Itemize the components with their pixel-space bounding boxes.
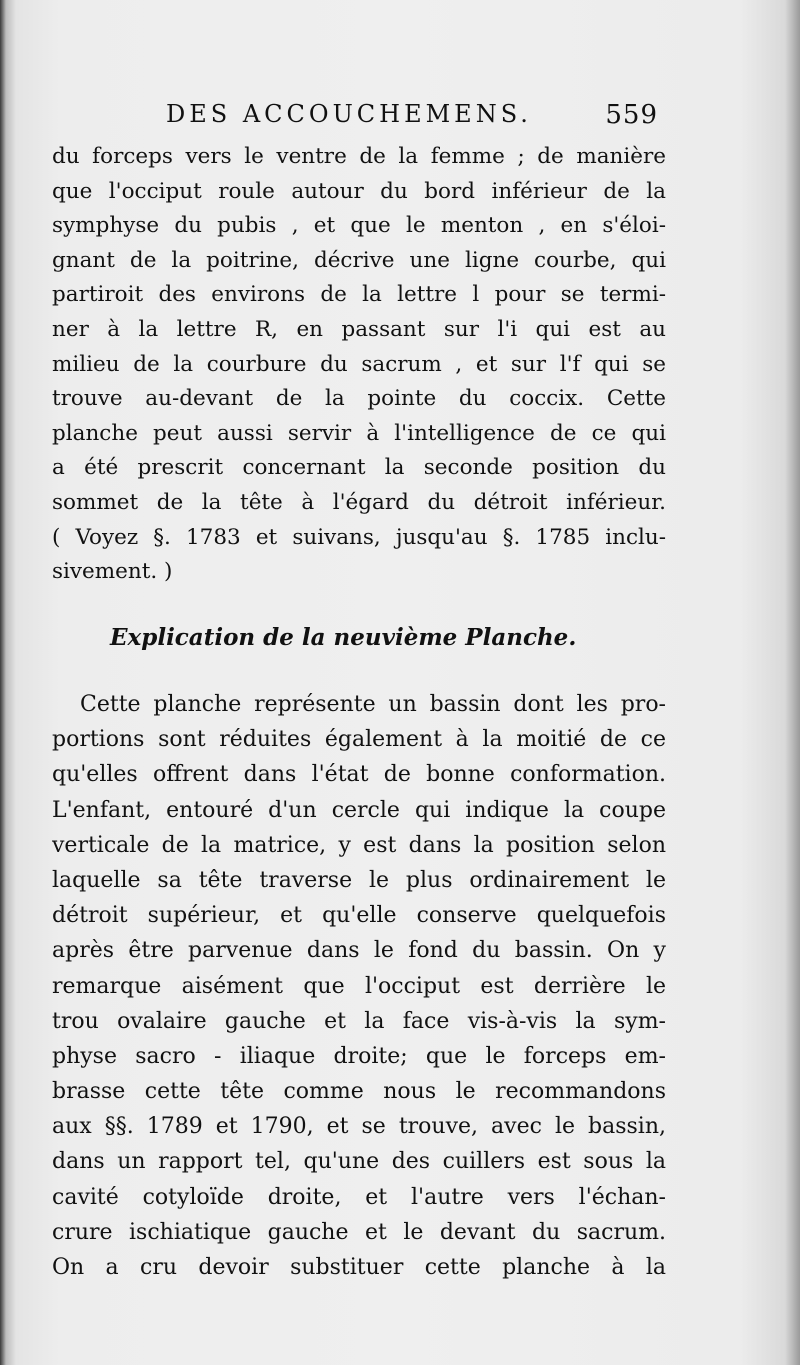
section-heading: Explication de la neuvième Planche.	[110, 624, 577, 651]
text-line: symphyse du pubis , et que le menton , en s'éloi-	[52, 213, 666, 239]
text-line: sivement. )	[52, 559, 173, 585]
paragraph-2	[52, 687, 666, 1285]
text-line: L'enfant, entouré d'un cercle qui indique la coupe	[52, 797, 666, 823]
text-line: que l'occiput roule autour du bord inférieur de la	[52, 178, 666, 204]
text-line: physe sacro - iliaque droite; que le forceps em-	[52, 1043, 666, 1069]
text-line: trouve au-devant de la pointe du coccix. Cette	[52, 386, 666, 412]
text-line: Cette planche représente un bassin dont les pro-	[80, 692, 666, 717]
text-line: milieu de la courbure du sacrum , et sur l'f qui se	[52, 351, 666, 377]
page-number: 559	[605, 100, 658, 130]
text-line: détroit supérieur, et qu'elle conserve quelquefois	[52, 903, 666, 929]
text-line: du forceps vers le ventre de la femme ; de manière	[52, 144, 666, 169]
text-line: sommet de la tête à l'égard du détroit inférieur.	[52, 489, 666, 515]
text-line: gnant de la poitrine, décrive une ligne courbe, qui	[52, 247, 666, 273]
running-title: DES ACCOUCHEMENS.	[166, 100, 532, 128]
text-line: remarque aisément que l'occiput est derrière le	[52, 973, 666, 999]
text-line: laquelle sa tête traverse le plus ordinairement le	[52, 867, 666, 893]
text-line: a été prescrit concernant la seconde position du	[52, 455, 666, 481]
text-line: planche peut aussi servir à l'intelligence de ce qui	[52, 420, 666, 446]
text-line: après être parvenue dans le fond du bassin. On y	[52, 938, 666, 964]
text-line: partiroit des environs de la lettre l pour se termi-	[52, 282, 666, 308]
paragraph-1	[52, 140, 666, 590]
text-line: verticale de la matrice, y est dans la position selon	[52, 832, 666, 858]
text-line: ner à la lettre R, en passant sur l'i qui est au	[52, 316, 666, 342]
text-line: qu'elles offrent dans l'état de bonne conformation.	[52, 762, 666, 788]
text-line: ( Voyez §. 1783 et suivans, jusqu'au §. 1785 inclu-	[52, 524, 666, 550]
text-line: On a cru devoir substituer cette planche à la	[52, 1255, 666, 1280]
text-line: portions sont réduites également à la moitié de ce	[52, 727, 666, 753]
text-line: dans un rapport tel, qu'une des cuillers est sous la	[52, 1149, 666, 1175]
text-line: crure ischiatique gauche et le devant du sacrum.	[52, 1219, 666, 1245]
text-line: aux §§. 1789 et 1790, et se trouve, avec le bassin,	[52, 1114, 666, 1140]
text-line: brasse cette tête comme nous le recommandons	[52, 1079, 666, 1105]
text-line: cavité cotyloïde droite, et l'autre vers l'échan-	[52, 1184, 666, 1210]
page-header	[158, 100, 658, 144]
text-line: trou ovalaire gauche et la face vis-à-vis la sym-	[52, 1008, 666, 1034]
